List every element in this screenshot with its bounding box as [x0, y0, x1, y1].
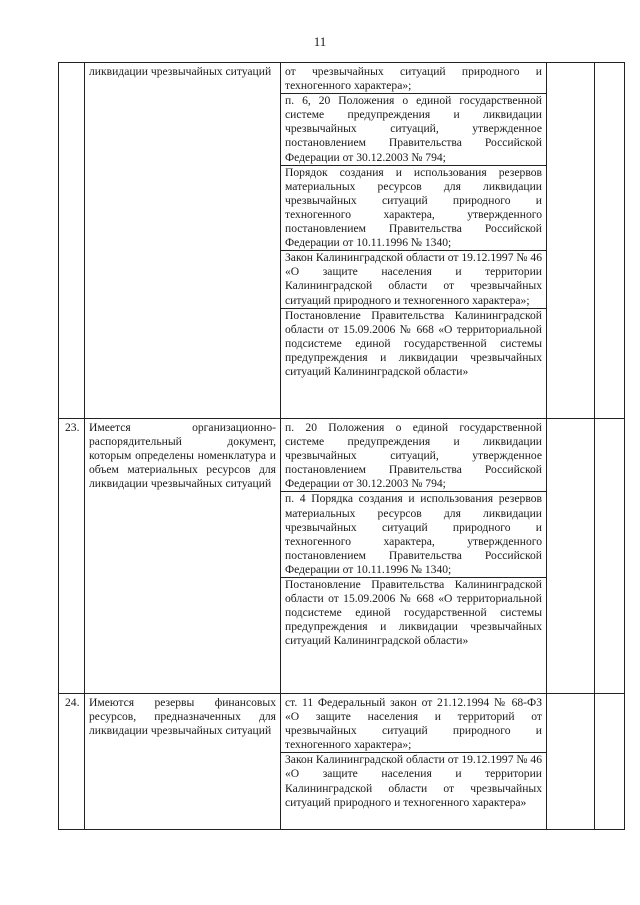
legal-basis-item: Закон Калининградской области от 19.12.1997 № 46 «О защите населения и территории Калининградской области от чрезвычайных ситуаций природного и техногенного характера»;: [281, 250, 546, 307]
legal-basis-item: Порядок создания и использования резервов материальных ресурсов для ликвидации чрезвычайных ситуаций природного и техногенного характера, утвержденного постановлением Правительства Российской Федерации от 10.11.1996 № 1340;: [281, 165, 546, 251]
legal-basis-item: Постановление Правительства Калининградской области от 15.09.2006 № 668 «О территориальной подсистеме единой государственной системы предупреждения и ликвидации чрезвычайных ситуаций Калининградской области»: [281, 577, 546, 648]
legal-basis-item: п. 6, 20 Положения о единой государственной системе предупреждения и ликвидации чрезвычайных ситуаций, утвержденное постановлением Правительства Российской Федерации от 30.12.2003 № 794;: [281, 93, 546, 164]
legal-basis-cell: [281, 419, 547, 694]
row-number: 24.: [59, 694, 85, 830]
legal-basis-cell: [281, 694, 547, 830]
page-number: 11: [313, 34, 327, 49]
legal-basis-item: п. 4 Порядка создания и использования резервов материальных ресурсов для ликвидации чрезвычайных ситуаций природного и техногенного характера, утвержденного постановлением Правительства Российской Федерации от 10.11.1996 № 1340;: [281, 491, 546, 577]
legal-basis-cell: [281, 63, 547, 419]
legal-basis-item: п. 20 Положения о единой государственной системе предупреждения и ликвидации чрезвычайных ситуаций, утвержденное постановлением Правительства Российской Федерации от 30.12.2003 № 794;: [285, 421, 542, 491]
requirement-text: Имеется организационно-распорядительный документ, которым определены номенклатура и объем материальных ресурсов для ликвидации чрезвычайных ситуаций: [85, 419, 281, 694]
requirement-text: ликвидации чрезвычайных ситуаций: [85, 63, 281, 419]
table-row: [59, 694, 625, 830]
row-number: [59, 63, 85, 419]
legal-basis-item: ст. 11 Федеральный закон от 21.12.1994 № 68-ФЗ «О защите населения и территорий от чрезвычайных ситуаций природного и техногенного характера»;: [285, 696, 542, 752]
requirements-table: [58, 62, 625, 830]
empty-cell: [595, 63, 625, 419]
legal-basis-item: от чрезвычайных ситуаций природного и техногенного характера»;: [285, 65, 542, 93]
empty-cell: [547, 419, 595, 694]
empty-cell: [595, 694, 625, 830]
empty-cell: [547, 63, 595, 419]
empty-cell: [595, 419, 625, 694]
row-number: 23.: [59, 419, 85, 694]
legal-basis-item: Закон Калининградской области от 19.12.1997 № 46 «О защите населения и территории Калининградской области от чрезвычайных ситуаций природного и техногенного характера»: [281, 752, 546, 809]
empty-cell: [547, 694, 595, 830]
table-row: [59, 419, 625, 694]
legal-basis-item: Постановление Правительства Калининградской области от 15.09.2006 № 668 «О территориальной подсистеме единой государственной системы предупреждения и ликвидации чрезвычайных ситуаций Калининградской области»: [281, 308, 546, 379]
requirement-text: Имеются резервы финансовых ресурсов, предназначенных для ликвидации чрезвычайных ситуаций: [85, 694, 281, 830]
table-row: [59, 63, 625, 419]
